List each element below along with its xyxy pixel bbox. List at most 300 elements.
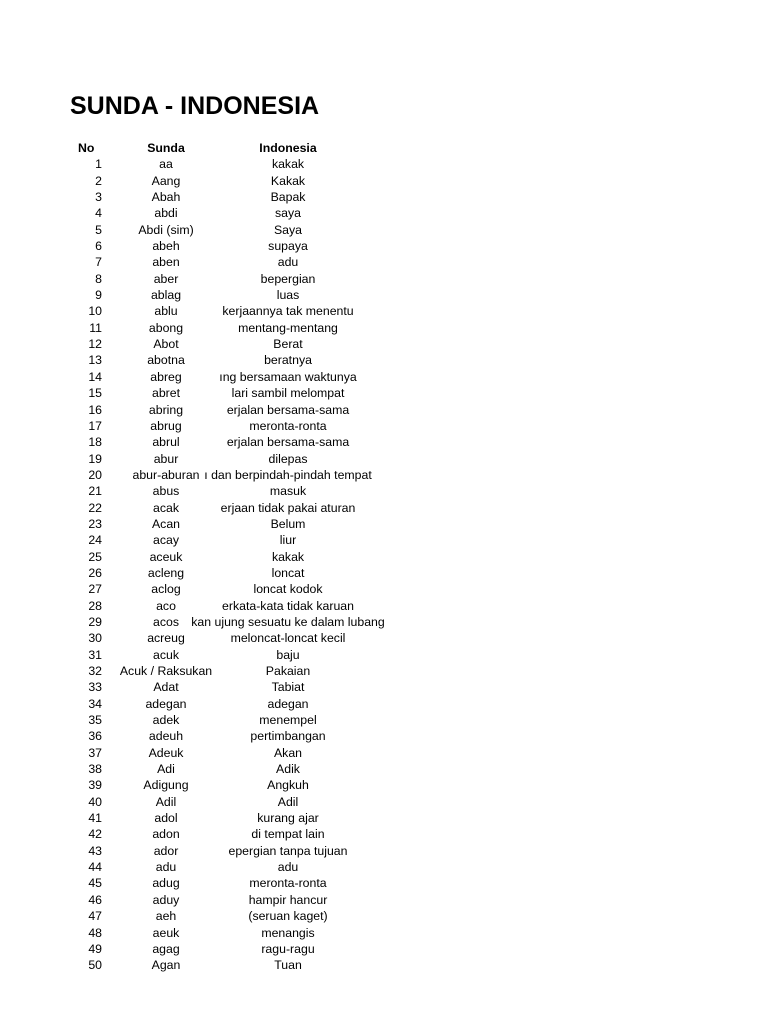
indonesia-word: meloncat-loncat kecil bbox=[230, 631, 346, 646]
sunda-word: abrug bbox=[150, 418, 182, 433]
row-number: 28 bbox=[88, 598, 102, 613]
sunda-word: abur bbox=[153, 451, 179, 466]
table-row bbox=[0, 156, 768, 172]
table-row bbox=[0, 467, 768, 483]
indonesia-clip bbox=[226, 189, 646, 205]
row-number: 19 bbox=[88, 451, 102, 466]
row-number: 44 bbox=[88, 860, 102, 875]
indonesia-clip bbox=[226, 843, 646, 859]
row-number: 12 bbox=[88, 337, 102, 352]
table-row bbox=[0, 287, 768, 303]
indonesia-clip bbox=[226, 826, 646, 842]
indonesia-word: ragu-ragu bbox=[261, 941, 315, 956]
indonesia-word: dilepas bbox=[268, 451, 308, 466]
row-number: 5 bbox=[95, 222, 102, 237]
indonesia-cell bbox=[204, 467, 372, 483]
indonesia-clip bbox=[226, 402, 646, 418]
sunda-word: abdi bbox=[154, 206, 178, 221]
row-number: 39 bbox=[88, 778, 102, 793]
indonesia-word: loncat bbox=[271, 565, 305, 580]
indonesia-clip bbox=[191, 614, 646, 630]
sunda-word: abreg bbox=[150, 369, 182, 384]
indonesia-cell bbox=[219, 369, 357, 385]
row-number: 17 bbox=[88, 418, 102, 433]
indonesia-cell bbox=[226, 173, 350, 189]
row-number: 33 bbox=[88, 680, 102, 695]
indonesia-cell bbox=[226, 745, 350, 761]
indonesia-word: Adik bbox=[276, 762, 300, 777]
indonesia-clip bbox=[226, 532, 646, 548]
indonesia-word: pertimbangan bbox=[250, 729, 326, 744]
indonesia-cell bbox=[226, 549, 350, 565]
row-number: 3 bbox=[95, 190, 102, 205]
table-row bbox=[0, 271, 768, 287]
indonesia-word: Kakak bbox=[270, 173, 306, 188]
indonesia-clip bbox=[220, 500, 646, 516]
indonesia-cell bbox=[226, 189, 350, 205]
row-number: 2 bbox=[95, 173, 102, 188]
indonesia-cell bbox=[226, 402, 350, 418]
table-row bbox=[0, 352, 768, 368]
indonesia-clip bbox=[226, 810, 646, 826]
indonesia-word: epergian tanpa tujuan bbox=[228, 843, 348, 858]
indonesia-cell bbox=[226, 418, 350, 434]
indonesia-cell bbox=[226, 565, 350, 581]
table-row bbox=[0, 320, 768, 336]
row-number: 31 bbox=[88, 647, 102, 662]
indonesia-word: erjalan bersama-sama bbox=[226, 402, 350, 417]
indonesia-clip bbox=[226, 336, 646, 352]
indonesia-word: beratnya bbox=[264, 353, 312, 368]
table-row bbox=[0, 810, 768, 826]
sunda-word: ablag bbox=[150, 288, 182, 303]
row-number: 15 bbox=[88, 386, 102, 401]
row-number: 42 bbox=[88, 827, 102, 842]
indonesia-word: luas bbox=[276, 288, 300, 303]
table-row bbox=[0, 745, 768, 761]
table-row bbox=[0, 761, 768, 777]
sunda-word: acreug bbox=[147, 631, 185, 646]
table-row bbox=[0, 614, 768, 630]
indonesia-cell bbox=[226, 320, 350, 336]
sunda-word: adug bbox=[152, 876, 180, 891]
indonesia-cell bbox=[226, 287, 350, 303]
indonesia-word: adu bbox=[277, 255, 299, 270]
sunda-word: aeh bbox=[155, 909, 177, 924]
row-number: 8 bbox=[95, 271, 102, 286]
indonesia-clip bbox=[226, 761, 646, 777]
header-sunda: Sunda bbox=[147, 141, 185, 155]
indonesia-word: ıng bersamaan waktunya bbox=[219, 369, 357, 384]
sunda-word: Abah bbox=[151, 190, 181, 205]
indonesia-clip bbox=[226, 745, 646, 761]
indonesia-cell bbox=[226, 810, 350, 826]
table-row bbox=[0, 581, 768, 597]
indonesia-cell bbox=[226, 516, 350, 532]
indonesia-cell bbox=[226, 892, 350, 908]
row-number: 43 bbox=[88, 843, 102, 858]
sunda-word: acuk bbox=[153, 647, 179, 662]
row-number: 4 bbox=[95, 206, 102, 221]
row-number: 35 bbox=[88, 713, 102, 728]
row-number: 14 bbox=[88, 369, 102, 384]
indonesia-word: erjalan bersama-sama bbox=[226, 435, 350, 450]
table-row bbox=[0, 630, 768, 646]
sunda-word: Aang bbox=[151, 173, 181, 188]
indonesia-clip bbox=[226, 205, 646, 221]
indonesia-word: adegan bbox=[267, 696, 309, 711]
row-number: 22 bbox=[88, 500, 102, 515]
table-row bbox=[0, 941, 768, 957]
sunda-word: acay bbox=[153, 533, 179, 548]
table-row bbox=[0, 205, 768, 221]
table-row bbox=[0, 679, 768, 695]
row-number: 26 bbox=[88, 565, 102, 580]
sunda-word: abong bbox=[148, 320, 184, 335]
table-row bbox=[0, 908, 768, 924]
table-row bbox=[0, 696, 768, 712]
row-number: 45 bbox=[88, 876, 102, 891]
row-number: 11 bbox=[89, 320, 102, 335]
sunda-word: abret bbox=[151, 386, 181, 401]
indonesia-word: meronta-ronta bbox=[249, 418, 327, 433]
table-row bbox=[0, 238, 768, 254]
indonesia-clip bbox=[226, 271, 646, 287]
row-number: 23 bbox=[88, 516, 102, 531]
table-row bbox=[0, 173, 768, 189]
sunda-word: ador bbox=[153, 843, 179, 858]
table-row bbox=[0, 402, 768, 418]
indonesia-word: lari sambil melompat bbox=[231, 386, 345, 401]
row-number: 16 bbox=[88, 402, 102, 417]
indonesia-cell bbox=[226, 777, 350, 793]
indonesia-word: Angkuh bbox=[267, 778, 309, 793]
indonesia-cell bbox=[191, 614, 385, 630]
table-row bbox=[0, 565, 768, 581]
sunda-word: ablu bbox=[154, 304, 178, 319]
table-row bbox=[0, 385, 768, 401]
indonesia-cell bbox=[226, 647, 350, 663]
sunda-word: Abdi (sim) bbox=[138, 222, 194, 237]
table-header bbox=[0, 140, 768, 156]
table-row bbox=[0, 303, 768, 319]
sunda-word: abur-aburan bbox=[132, 467, 200, 482]
table-row bbox=[0, 189, 768, 205]
indonesia-clip bbox=[226, 222, 646, 238]
indonesia-word: Tuan bbox=[274, 958, 302, 973]
indonesia-cell bbox=[222, 598, 354, 614]
row-number: 49 bbox=[88, 941, 102, 956]
indonesia-clip bbox=[222, 598, 646, 614]
sunda-word: Acan bbox=[151, 516, 181, 531]
indonesia-word: menangis bbox=[261, 925, 315, 940]
indonesia-clip bbox=[226, 696, 646, 712]
indonesia-cell bbox=[226, 352, 350, 368]
indonesia-clip bbox=[226, 581, 646, 597]
indonesia-word: Berat bbox=[273, 337, 303, 352]
indonesia-cell bbox=[226, 222, 350, 238]
indonesia-cell bbox=[226, 908, 350, 924]
indonesia-word: adu bbox=[277, 860, 299, 875]
indonesia-cell bbox=[226, 483, 350, 499]
sunda-word: abring bbox=[148, 402, 184, 417]
indonesia-cell bbox=[226, 385, 350, 401]
sunda-word: abeh bbox=[152, 239, 180, 254]
indonesia-clip bbox=[226, 238, 646, 254]
row-number: 50 bbox=[88, 958, 102, 973]
row-number: 25 bbox=[88, 549, 102, 564]
indonesia-clip bbox=[226, 728, 646, 744]
indonesia-word: kerjaannya tak menentu bbox=[222, 304, 354, 319]
indonesia-cell bbox=[226, 336, 350, 352]
indonesia-cell bbox=[226, 156, 350, 172]
indonesia-word: Adil bbox=[277, 794, 299, 809]
indonesia-word: supaya bbox=[268, 239, 308, 254]
sunda-word: Adigung bbox=[143, 778, 189, 793]
indonesia-word: liur bbox=[279, 533, 297, 548]
sunda-word: agag bbox=[152, 941, 180, 956]
sunda-word: Adeuk bbox=[148, 745, 184, 760]
table-row bbox=[0, 712, 768, 728]
indonesia-cell bbox=[226, 434, 350, 450]
indonesia-clip bbox=[226, 385, 646, 401]
indonesia-word: Tabiat bbox=[271, 680, 305, 695]
sunda-word: aben bbox=[152, 255, 180, 270]
sunda-word: Acuk / Raksukan bbox=[119, 664, 213, 678]
indonesia-word: kurang ajar bbox=[257, 811, 319, 826]
indonesia-cell bbox=[226, 679, 350, 695]
header-indonesia-cell bbox=[226, 140, 350, 156]
table-row bbox=[0, 794, 768, 810]
table-row bbox=[0, 434, 768, 450]
indonesia-clip bbox=[226, 679, 646, 695]
sunda-word: Agan bbox=[151, 958, 181, 973]
table-row bbox=[0, 598, 768, 614]
sunda-word: aduy bbox=[152, 892, 180, 907]
indonesia-clip bbox=[226, 352, 646, 368]
indonesia-word: baju bbox=[276, 647, 300, 662]
table-row bbox=[0, 254, 768, 270]
sunda-word: abrul bbox=[152, 435, 180, 450]
indonesia-clip bbox=[226, 483, 646, 499]
sunda-word: abus bbox=[152, 484, 180, 499]
indonesia-clip bbox=[226, 320, 646, 336]
indonesia-clip bbox=[226, 663, 646, 679]
sunda-word: adol bbox=[154, 811, 178, 826]
indonesia-clip bbox=[226, 287, 646, 303]
indonesia-clip bbox=[226, 859, 646, 875]
indonesia-cell bbox=[226, 712, 350, 728]
row-number: 13 bbox=[88, 353, 102, 368]
sunda-word: aa bbox=[159, 157, 173, 172]
table-row bbox=[0, 483, 768, 499]
indonesia-word: menempel bbox=[259, 713, 317, 728]
sunda-word: acak bbox=[153, 500, 179, 515]
indonesia-clip bbox=[204, 467, 646, 483]
indonesia-clip bbox=[226, 630, 646, 646]
indonesia-cell bbox=[226, 941, 350, 957]
sunda-word: adeuh bbox=[148, 729, 184, 744]
table-row bbox=[0, 369, 768, 385]
row-number: 21 bbox=[88, 484, 102, 499]
table-row bbox=[0, 663, 768, 679]
table-row bbox=[0, 222, 768, 238]
indonesia-word: meronta-ronta bbox=[249, 876, 327, 891]
sunda-word: abotna bbox=[147, 353, 185, 368]
indonesia-word: Bapak bbox=[270, 190, 306, 205]
row-number: 20 bbox=[88, 467, 102, 482]
indonesia-word: Pakaian bbox=[265, 664, 311, 678]
indonesia-clip bbox=[226, 777, 646, 793]
indonesia-clip bbox=[226, 254, 646, 270]
row-number: 6 bbox=[95, 239, 102, 254]
indonesia-cell bbox=[226, 957, 350, 973]
indonesia-clip bbox=[226, 875, 646, 891]
indonesia-cell bbox=[226, 925, 350, 941]
table-row bbox=[0, 777, 768, 793]
indonesia-cell bbox=[226, 271, 350, 287]
indonesia-clip bbox=[226, 892, 646, 908]
sunda-word: adegan bbox=[145, 696, 187, 711]
indonesia-clip bbox=[226, 941, 646, 957]
indonesia-cell bbox=[226, 581, 350, 597]
indonesia-cell bbox=[226, 728, 350, 744]
row-number: 18 bbox=[88, 435, 102, 450]
sunda-word: adu bbox=[155, 860, 177, 875]
indonesia-word: Belum bbox=[270, 516, 306, 531]
indonesia-word: di tempat lain bbox=[251, 827, 325, 842]
header-no: No bbox=[78, 141, 95, 155]
sunda-word: Abot bbox=[153, 337, 179, 352]
table-row bbox=[0, 500, 768, 516]
indonesia-word: Akan bbox=[273, 745, 303, 760]
sunda-word: aco bbox=[156, 598, 176, 613]
table-row bbox=[0, 728, 768, 744]
indonesia-cell bbox=[226, 696, 350, 712]
indonesia-clip bbox=[226, 156, 646, 172]
sunda-word: acos bbox=[153, 614, 179, 629]
indonesia-clip bbox=[226, 434, 646, 450]
indonesia-clip bbox=[226, 451, 646, 467]
indonesia-word: bepergian bbox=[260, 271, 316, 286]
indonesia-cell bbox=[226, 826, 350, 842]
sunda-word: adon bbox=[152, 827, 180, 842]
row-number: 36 bbox=[88, 729, 102, 744]
row-number: 10 bbox=[88, 304, 102, 319]
table-row bbox=[0, 647, 768, 663]
indonesia-cell bbox=[226, 875, 350, 891]
row-number: 30 bbox=[88, 631, 102, 646]
indonesia-word: saya bbox=[275, 206, 301, 221]
sunda-word: aeuk bbox=[152, 925, 180, 940]
table-row bbox=[0, 892, 768, 908]
table-row bbox=[0, 532, 768, 548]
table-row bbox=[0, 451, 768, 467]
sunda-word: Adat bbox=[153, 680, 179, 695]
row-number: 38 bbox=[88, 762, 102, 777]
table-row bbox=[0, 516, 768, 532]
indonesia-cell bbox=[226, 761, 350, 777]
sunda-word: Adil bbox=[155, 794, 177, 809]
sunda-word: aber bbox=[153, 271, 179, 286]
row-number: 24 bbox=[88, 533, 102, 548]
indonesia-word: (seruan kaget) bbox=[248, 909, 328, 924]
indonesia-cell bbox=[226, 254, 350, 270]
row-number: 27 bbox=[88, 582, 102, 597]
header-indonesia-clip bbox=[226, 140, 646, 156]
indonesia-clip bbox=[226, 418, 646, 434]
indonesia-cell bbox=[226, 859, 350, 875]
indonesia-cell bbox=[226, 451, 350, 467]
sunda-word: Adi bbox=[157, 762, 175, 777]
table-body bbox=[0, 156, 768, 973]
row-number: 47 bbox=[88, 909, 102, 924]
indonesia-word: kakak bbox=[271, 157, 305, 172]
indonesia-clip bbox=[222, 303, 646, 319]
header-indonesia: Indonesia bbox=[259, 141, 317, 155]
indonesia-cell bbox=[226, 532, 350, 548]
table-row bbox=[0, 826, 768, 842]
indonesia-clip bbox=[226, 549, 646, 565]
indonesia-word: hampir hancur bbox=[248, 892, 328, 907]
indonesia-clip bbox=[226, 712, 646, 728]
row-number: 40 bbox=[88, 794, 102, 809]
indonesia-word: kan ujung sesuatu ke dalam lubang bbox=[191, 614, 385, 629]
indonesia-clip bbox=[226, 957, 646, 973]
sunda-word: aclog bbox=[151, 582, 181, 597]
sunda-word: acleng bbox=[147, 565, 185, 580]
indonesia-word: erjaan tidak pakai aturan bbox=[220, 500, 356, 515]
indonesia-word: mentang-mentang bbox=[238, 320, 338, 335]
row-number: 1 bbox=[95, 157, 102, 172]
indonesia-word: ı dan berpindah-pindah tempat bbox=[204, 467, 372, 482]
indonesia-clip bbox=[226, 794, 646, 810]
row-number: 46 bbox=[88, 892, 102, 907]
row-number: 37 bbox=[88, 745, 102, 760]
indonesia-word: loncat kodok bbox=[253, 582, 323, 597]
indonesia-cell bbox=[226, 205, 350, 221]
indonesia-cell bbox=[226, 843, 350, 859]
row-number: 9 bbox=[95, 288, 102, 303]
table-row bbox=[0, 957, 768, 973]
indonesia-clip bbox=[226, 173, 646, 189]
table-row bbox=[0, 859, 768, 875]
indonesia-clip bbox=[226, 565, 646, 581]
indonesia-word: kakak bbox=[271, 549, 305, 564]
row-number: 29 bbox=[88, 614, 102, 629]
indonesia-word: Saya bbox=[273, 222, 303, 237]
indonesia-cell bbox=[226, 238, 350, 254]
row-number: 34 bbox=[88, 696, 102, 711]
indonesia-clip bbox=[226, 908, 646, 924]
table-row bbox=[0, 843, 768, 859]
indonesia-clip bbox=[226, 925, 646, 941]
indonesia-clip bbox=[226, 516, 646, 532]
sunda-word: adek bbox=[152, 713, 180, 728]
indonesia-cell bbox=[222, 303, 354, 319]
indonesia-cell bbox=[226, 630, 350, 646]
indonesia-cell bbox=[226, 794, 350, 810]
row-number: 48 bbox=[88, 925, 102, 940]
table-row bbox=[0, 418, 768, 434]
table-row bbox=[0, 875, 768, 891]
page-title: SUNDA - INDONESIA bbox=[70, 92, 320, 120]
indonesia-word: erkata-kata tidak karuan bbox=[222, 598, 354, 613]
indonesia-clip bbox=[226, 647, 646, 663]
indonesia-clip bbox=[219, 369, 646, 385]
dictionary-table bbox=[0, 140, 768, 974]
indonesia-cell bbox=[226, 663, 350, 679]
